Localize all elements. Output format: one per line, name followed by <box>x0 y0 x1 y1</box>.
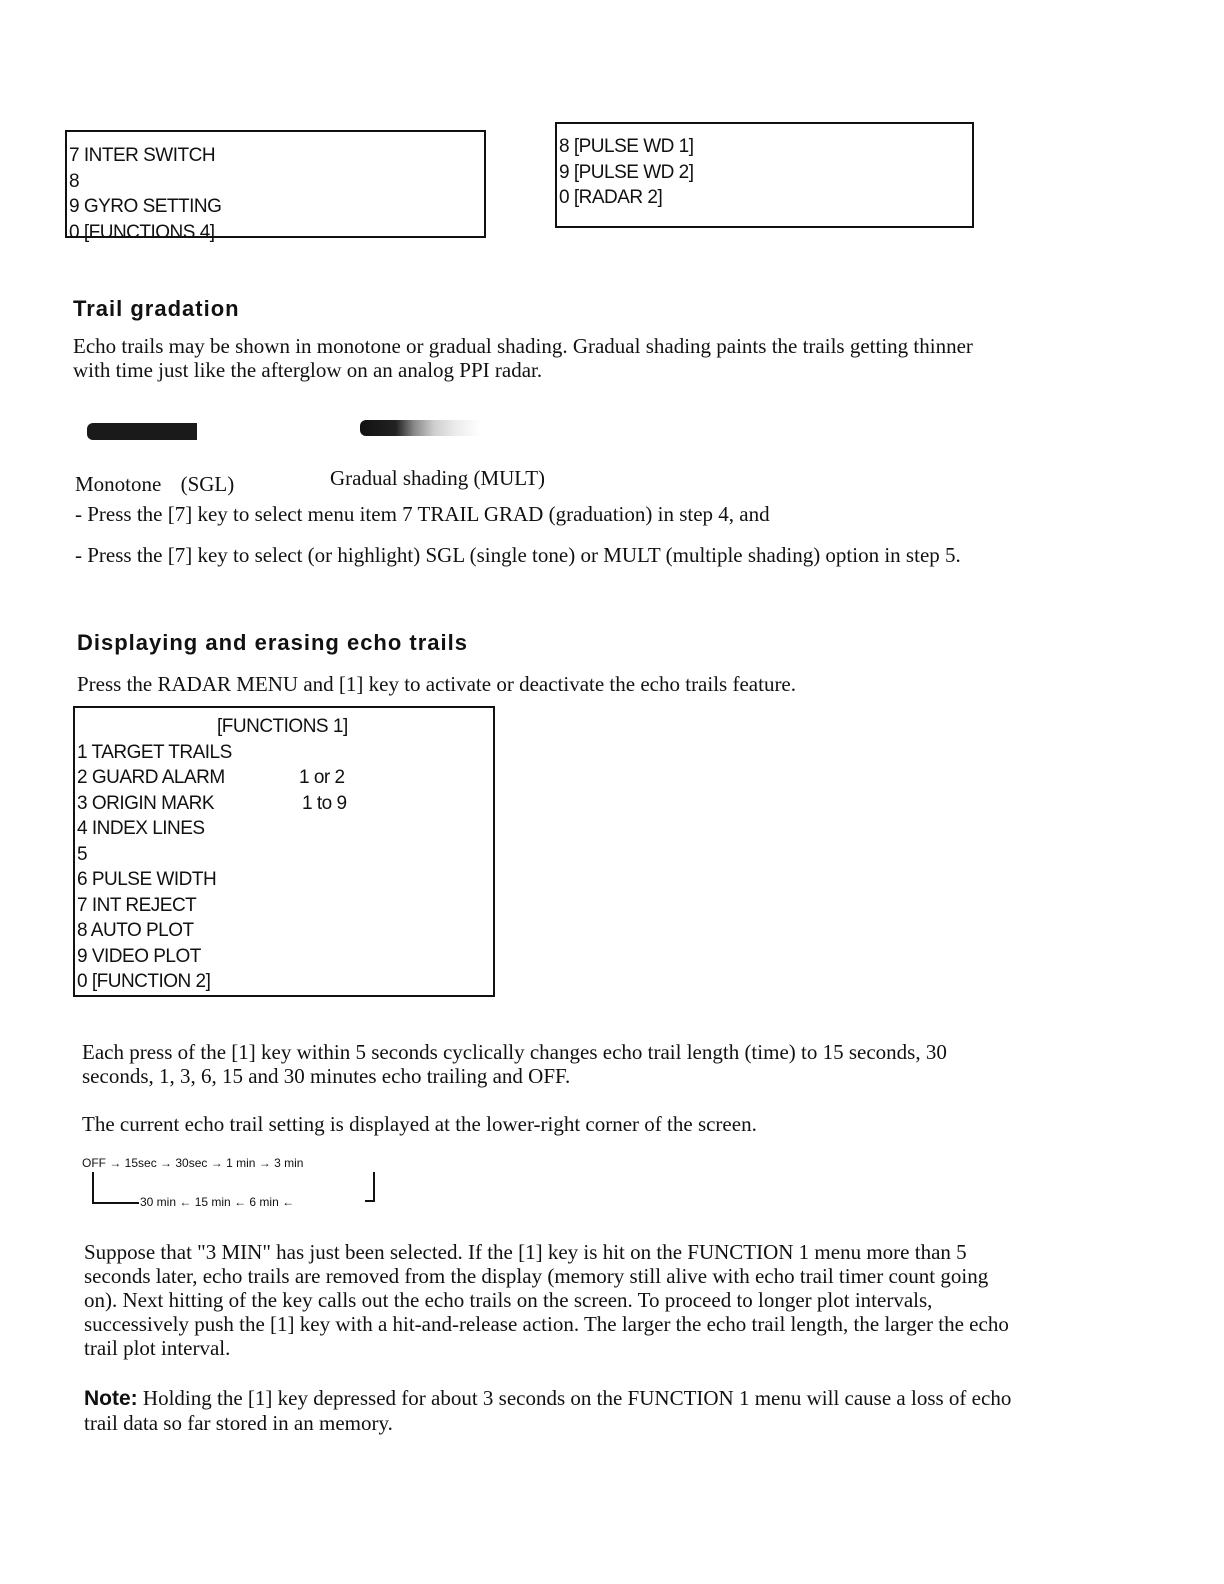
displaying-heading: Displaying and erasing echo trails <box>77 630 468 655</box>
functions3-menu-box <box>65 130 486 243</box>
monotone-trail-sample <box>87 423 197 440</box>
trail-sequence-diagram: OFF → 15sec → 30sec → 1 min → 3 min 30 min ← 15 min ← 6 min ← <box>82 1150 402 1220</box>
menu-item-value: 1 or 2 <box>299 767 345 788</box>
gradual-trail-sample <box>360 420 480 436</box>
monotone-label: Monotone (SGL) <box>75 472 235 496</box>
seq-item: 15 min <box>194 1195 231 1209</box>
menu-item-function2 <box>77 969 493 995</box>
seq-item: 6 min <box>249 1195 279 1209</box>
menu-line: 8 <box>69 170 80 192</box>
trail-gradation-heading: Trail gradation <box>73 296 240 321</box>
menu-item-label: 0 [FUNCTION 2] <box>77 971 211 992</box>
menu-line: 9 [PULSE WD 2] <box>559 161 694 183</box>
menu-item-target-trails <box>77 740 493 766</box>
seq-left-bracket <box>92 1172 139 1204</box>
seq-item: OFF <box>82 1156 106 1170</box>
seq-item: 30sec <box>175 1156 208 1170</box>
displaying-intro: Press the RADAR MENU and [1] key to activate or deactivate the echo trails feature. <box>77 672 797 696</box>
menu-item-guard-alarm <box>77 765 493 791</box>
gradual-label: Gradual shading (MULT) <box>330 466 546 490</box>
note-label: Note: <box>84 1387 138 1410</box>
note-text: Holding the [1] key depressed for about 3 seconds on the FUNCTION 1 menu will cause a loss of echo trail data so far stored in an memory. <box>84 1386 1012 1435</box>
functions1-menu-box <box>73 706 495 997</box>
note-paragraph <box>84 1386 1014 1435</box>
menu-item-index-lines <box>77 816 493 842</box>
menu-line: 9 GYRO SETTING <box>69 196 222 217</box>
menu-item-video-plot <box>77 944 493 970</box>
menu-title: [FUNCTIONS 1] <box>217 716 348 737</box>
menu-item-label: 7 INT REJECT <box>77 894 197 916</box>
paragraph-current-setting: The current echo trail setting is displayed at the lower-right corner of the screen. <box>82 1112 757 1136</box>
paragraph-trail-length: Each press of the [1] key within 5 seconds cyclically changes echo trail length (time) to 15 seconds, 30 seconds, 1, 3, 6, 15 and 30 minutes echo trailing and OFF. <box>82 1040 947 1088</box>
menu-item-auto-plot <box>77 918 493 944</box>
menu-item-label: 6 PULSE WIDTH <box>77 869 217 890</box>
seq-item: 3 min <box>274 1156 304 1170</box>
menu-item-int-reject <box>77 893 493 919</box>
menu-line: 8 [PULSE WD 1] <box>559 136 694 157</box>
bullet-1: - Press the [7] key to select menu item 7 TRAIL GRAD (graduation) in step 4, and <box>75 502 770 526</box>
menu-item-origin-mark <box>77 791 493 817</box>
seq-item: 30 min <box>140 1195 177 1209</box>
menu-line: 0 [FUNCTIONS 4] <box>69 221 215 243</box>
menu-line: 0 [RADAR 2] <box>559 187 663 208</box>
menu-item-pulse-width <box>77 867 493 893</box>
menu-item-label: 4 INDEX LINES <box>77 818 205 839</box>
seq-item: 1 min <box>226 1156 256 1170</box>
menu-item-label: 5 <box>77 843 88 865</box>
bullet-2: - Press the [7] key to select (or highlight) SGL (single tone) or MULT (multiple shading) option in step 5. <box>75 543 961 567</box>
seq-right-bracket <box>365 1172 375 1202</box>
menu-item-label: 1 TARGET TRAILS <box>77 741 232 763</box>
menu-item-label: 3 ORIGIN MARK <box>77 792 215 814</box>
menu-line: 7 INTER SWITCH <box>69 145 216 166</box>
menu-item-label: 2 GUARD ALARM <box>77 767 225 788</box>
seq-item: 15sec <box>124 1156 157 1170</box>
menu-item-label: 9 VIDEO PLOT <box>77 945 201 967</box>
radar-menu-box <box>555 122 974 228</box>
menu-item-value: 1 to 9 <box>302 792 347 814</box>
paragraph-suppose: Suppose that "3 MIN" has just been selected. If the [1] key is hit on the FUNCTION 1 menu more than 5 seconds later, echo trails are removed from the display (memory still alive with echo trail timer count going on). Next hitting of the key calls out the echo trails on the screen. To proceed to longer plot intervals, successively push the [1] key with a hit-and-release action. The larger the echo trail length, the larger the echo trail plot interval. <box>84 1240 1009 1360</box>
menu-item-label: 8 AUTO PLOT <box>77 920 194 941</box>
trail-gradation-body: Echo trails may be shown in monotone or gradual shading. Gradual shading paints the trails getting thinner with time just like the afterglow on an analog PPI radar. <box>73 334 973 382</box>
menu-item-5 <box>77 842 493 868</box>
